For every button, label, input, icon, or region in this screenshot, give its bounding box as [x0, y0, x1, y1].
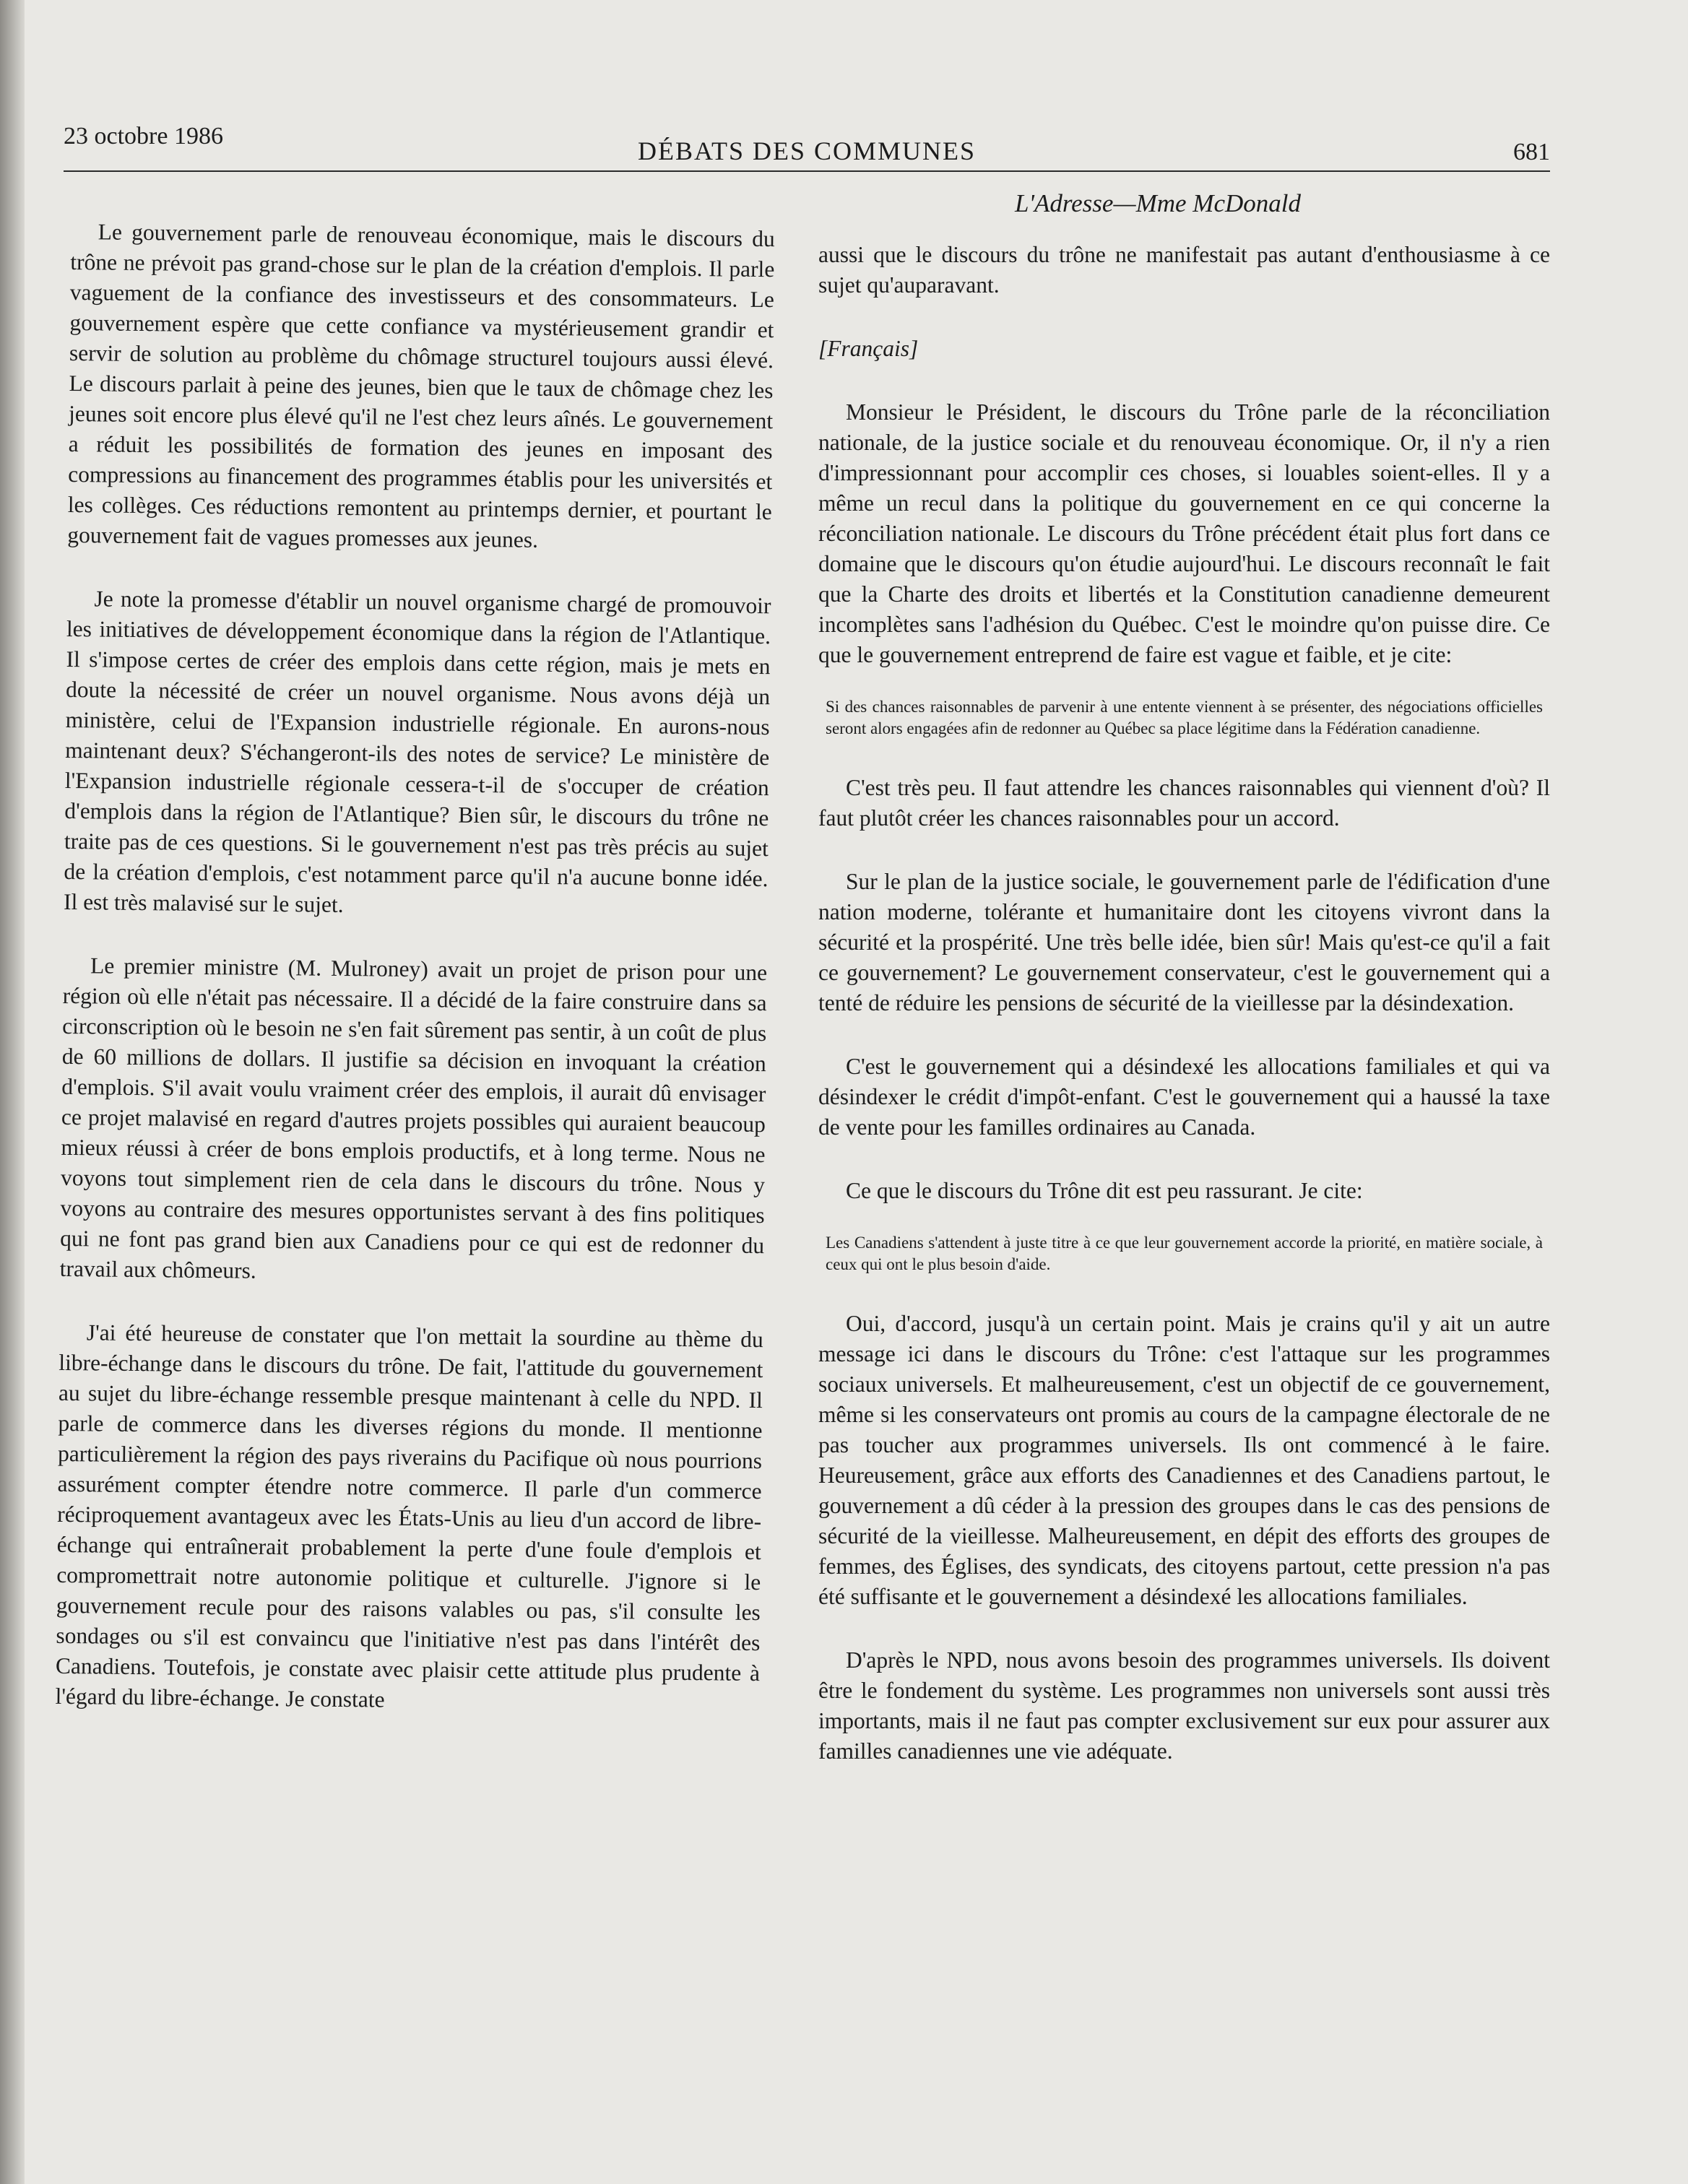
page-header: [64, 123, 1550, 173]
left-column: [55, 217, 775, 1752]
paragraph: D'après le NPD, nous avons besoin des programmes universels. Ils doivent être le fondement du système. Les programmes non universels sont aussi très importants, mais il ne faut pas compter exclusivement sur eux pour assurer aux familles canadiennes une vie adéquate.: [818, 1647, 1550, 1764]
block-quote: Si des chances raisonnables de parvenir à une entente viennent à se présenter, des négociations officielles seront alors engagées afin de redonner au Québec sa place légitime dans la Fédération canadienne.: [826, 698, 1543, 737]
running-head: [795, 189, 1550, 218]
block-quote: Les Canadiens s'attendent à juste titre à ce que leur gouvernement accorde la priorité, en matière sociale, à ceux qui ont le plus besoin d'aide.: [826, 1234, 1543, 1273]
paragraph: C'est très peu. Il faut attendre les chances raisonnables qui viennent d'où? Il faut plutôt créer les chances raisonnables pour un accord.: [818, 775, 1550, 831]
paragraph: aussi que le discours du trône ne manifestait pas autant d'enthousiasme à ce sujet qu'auparavant.: [818, 242, 1550, 298]
running-head-text: L'Adresse—Mme McDonald: [1015, 189, 1301, 217]
paragraph: Monsieur le Président, le discours du Trône parle de la réconciliation nationale, de la justice sociale et du renouveau économique. Or, il n'y a rien d'impressionnant pour accomplir ces choses, si louables soient-elles. Il y a même un recul dans la politique du gouvernement en ce qui concerne la réconciliation nationale. Le discours du Trône précédent était plus fort dans ce domaine que le discours qu'on étudie aujourd'hui. Le discours reconnaît le fait que la Charte des droits et libertés et la Constitution canadienne demeurent incomplètes sans l'adhésion du Québec. C'est le moindre qu'on puisse dire. Ce que le gouvernement entreprend de faire est vague et faible, et je cite:: [818, 399, 1550, 667]
paragraph: Le premier ministre (M. Mulroney) avait un projet de prison pour une région où elle n'était pas nécessaire. Il a décidé de la faire construire dans sa circonscription où le besoin ne s'en fait sûrement pas sentir, à un coût de plus de 60 millions de dollars. Il justifie sa décision en invoquant la création d'emplois. S'il avait voulu vraiment créer des emplois, il aurait dû envisager ce projet malavisé en regard d'autres projets possibles qui auraient beaucoup mieux réussi à créer de bons emplois productifs, et à long terme. Nous ne voyons tout simplement rien de cela dans le discours du trône. Nous y voyons au contraire des mesures opportunistes servant à des fins politiques qui ne font pas grand bien aux Canadiens pour ce qui est de redonner du travail aux chômeurs.: [59, 953, 768, 1283]
scan-edge-shadow: [0, 0, 25, 2184]
page-number: 681: [1513, 139, 1550, 165]
language-label: [Français]: [818, 336, 919, 361]
paragraph: Le gouvernement parle de renouveau économique, mais le discours du trône ne prévoit pas grand-chose sur le plan de la création d'emplois. Il parle vaguement de la confiance des investisseurs et des consommateurs. Le gouvernement espère que cette confiance va mystérieusement grandir et servir de solution au problème du chômage structurel toujours aussi élevé. Le discours parlait à peine des jeunes, bien que le taux de chômage chez les jeunes soit encore plus élevé qu'il ne l'est chez leurs aînés. Le gouvernement a réduit les possibilités de formation des jeunes en imposant des compressions au financement des programmes établis pour les universités et les collèges. Ces réductions remontent au printemps dernier, et pourtant le gouvernement fait de vagues promesses aux jeunes.: [67, 219, 775, 552]
paragraph: Oui, d'accord, jusqu'à un certain point. Mais je crains qu'il y ait un autre message ici dans le discours du Trône: c'est l'attaque sur les programmes sociaux universels. Et malheureusement, c'est un objectif de ce gouvernement, même si les conservateurs ont promis au cours de la campagne électorale de ne pas toucher aux programmes universels. Ils ont commencé à le faire. Heureusement, grâce aux efforts des Canadiennes et des Canadiens partout, le gouvernement a dû céder à la pression des groupes dans le cas des pensions de sécurité de la vieillesse. Malheureusement, en dépit des efforts des groupes de femmes, des Églises, des syndicats, des citoyens partout, cette pression n'a pas été suffisante et le gouvernement a désindexé les allocations familiales.: [818, 1311, 1550, 1609]
paragraph: Ce que le discours du Trône dit est peu rassurant. Je cite:: [846, 1178, 1363, 1203]
paragraph: Sur le plan de la justice sociale, le gouvernement parle de l'édification d'une nation moderne, tolérante et humanitaire dont les citoyens vivront dans la sécurité et la prospérité. Une très belle idée, bien sûr! Mais qu'est-ce qu'il a fait ce gouvernement? Le gouvernement conservateur, c'est le gouvernement qui a tenté de réduire les pensions de sécurité de la vieillesse par la désindexation.: [818, 869, 1550, 1015]
right-column: [818, 240, 1550, 1800]
header-title: DÉBATS DES COMMUNES: [637, 136, 977, 165]
paragraph: Je note la promesse d'établir un nouvel organisme chargé de promouvoir les initiatives de développement économique dans la région de l'Atlantique. Il s'impose certes de créer des emplois dans cette région, mais je mets en doute la nécessité de créer un nouvel organisme. Nous avons déjà un ministère, celui de l'Expansion industrielle régionale. En aurons-nous maintenant deux? S'échangeront-ils des notes de service? Le ministère de l'Expansion industrielle régionale cessera-t-il de s'occuper de création d'emplois dans la région de l'Atlantique? Bien sûr, le discours du trône ne traite pas de ces questions. Si le gouvernement n'est pas très précis au sujet de la création d'emplois, c'est notamment parce qu'il n'a aucune bonne idée. Il est très malavisé sur le sujet.: [63, 586, 771, 918]
paragraph: J'ai été heureuse de constater que l'on mettait la sourdine au thème du libre-échange dans le discours du trône. De fait, l'attitude du gouvernement au sujet du libre-échange ressemble presque maintenant à celle du NPD. Il parle de commerce dans les diverses régions du monde. Il mentionne particulièrement la région des pays riverains du Pacifique où nous pourrions assurément compter étendre notre commerce. Il parle d'un commerce réciproquement avantageux avec les États-Unis au lieu d'un accord de libre-échange qui entraînerait probablement la perte d'une foule d'emplois et compromettrait notre autonomie politique et culturelle. J'ignore si le gouvernement recule pour des raisons valables ou pas, s'il consulte les sondages ou s'il est convaincu que l'initiative n'est pas dans l'intérêt des Canadiens. Toutefois, je constate avec plaisir cette attitude plus prudente à l'égard du libre-échange. Je constate: [55, 1320, 763, 1712]
header-rule: [64, 170, 1550, 172]
header-date: 23 octobre 1986: [64, 123, 223, 150]
paragraph: C'est le gouvernement qui a désindexé les allocations familiales et qui va désindexer le crédit d'impôt-enfant. C'est le gouvernement qui a haussé la taxe de vente pour les familles ordinaires au Canada.: [818, 1054, 1550, 1140]
